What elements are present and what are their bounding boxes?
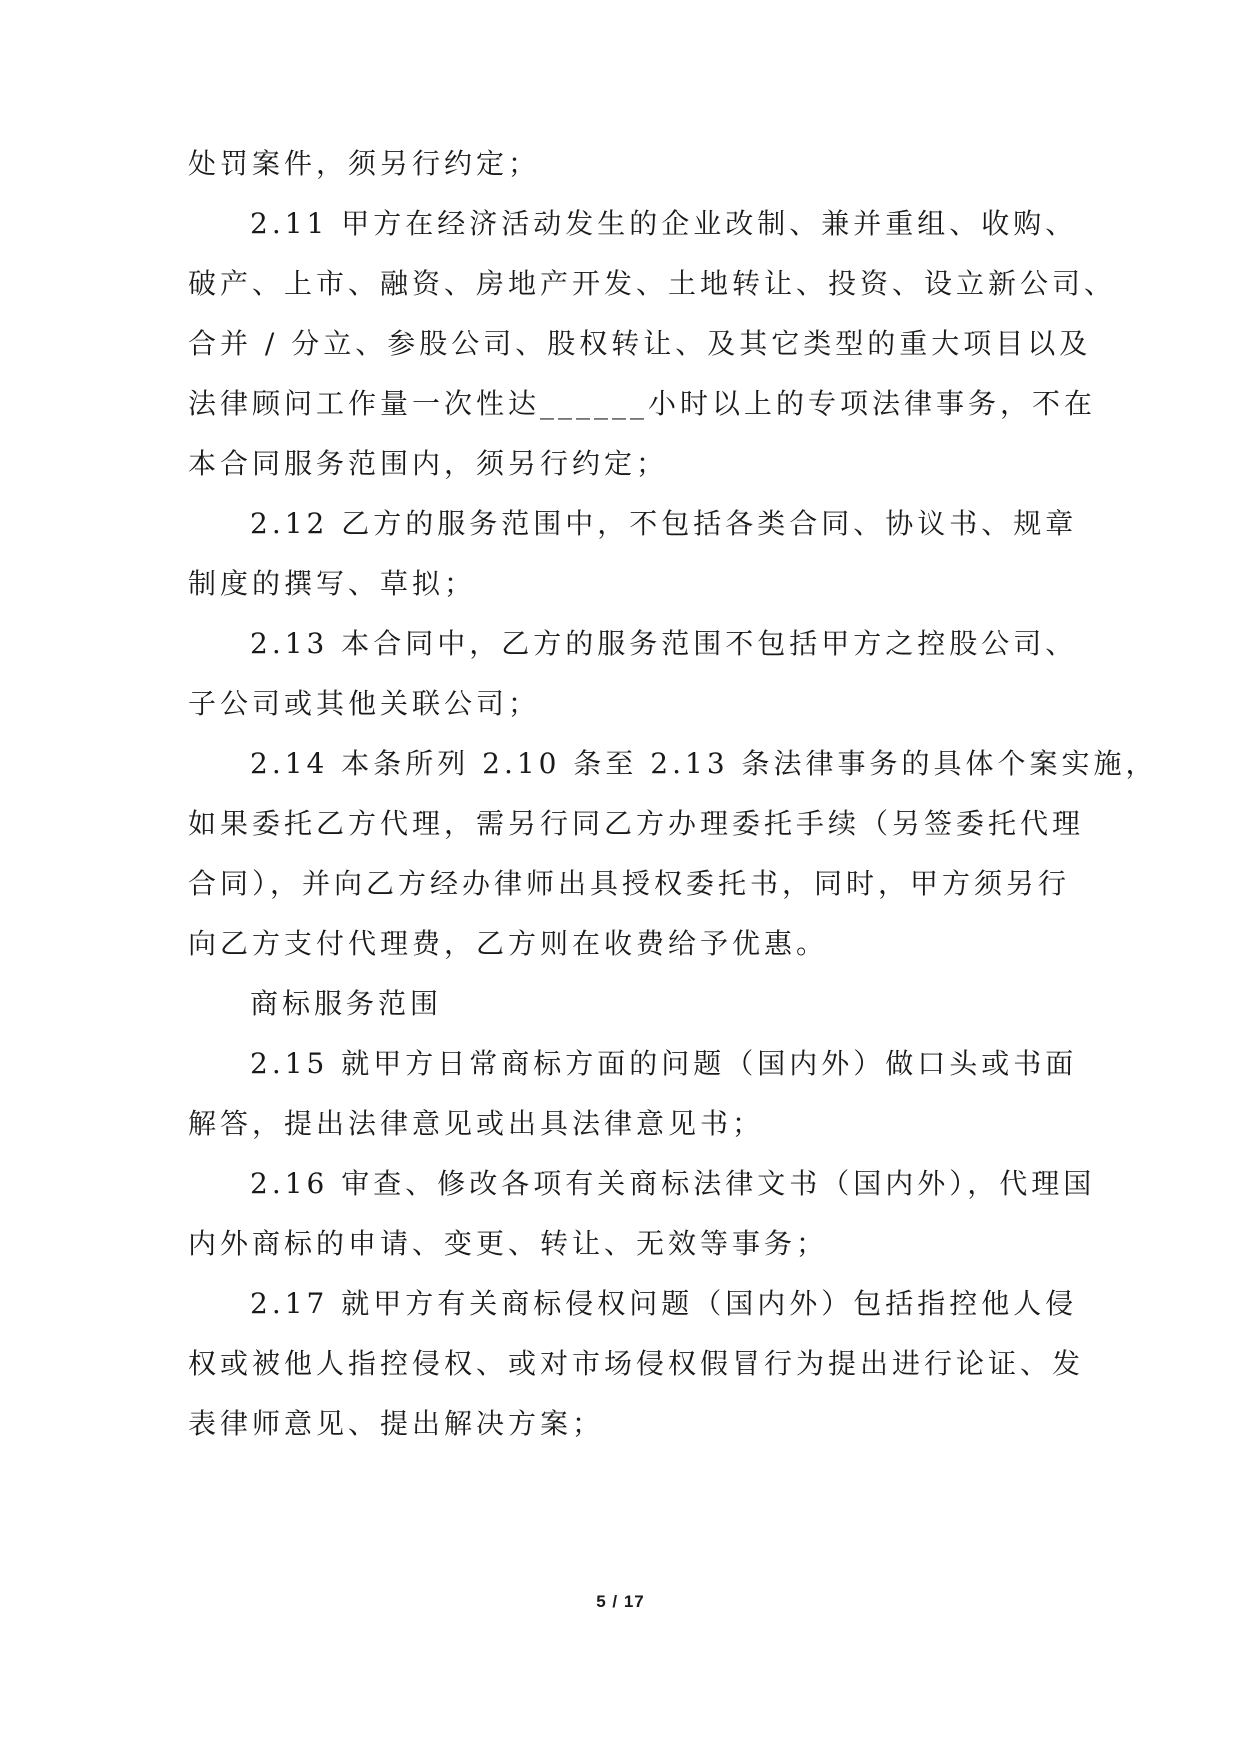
clause-2-17: 2.17 就甲方有关商标侵权问题（国内外）包括指控他人侵 (250, 1287, 1078, 1320)
text-line: 内外商标的申请、变更、转让、无效等事务； (188, 1227, 829, 1260)
section-heading: 商标服务范围 (250, 987, 443, 1020)
text-line: 权或被他人指控侵权、或对市场侵权假冒行为提出进行论证、发 (188, 1347, 1085, 1380)
clause-2-13: 2.13 本合同中，乙方的服务范围不包括甲方之控股公司、 (250, 627, 1078, 660)
text-line: 破产、上市、融资、房地产开发、土地转让、投资、设立新公司、 (188, 267, 1117, 300)
text-line: 本合同服务范围内，须另行约定； (188, 447, 669, 480)
text-line: 如果委托乙方代理，需另行同乙方办理委托手续（另签委托代理 (188, 807, 1085, 840)
clause-2-14: 2.14 本条所列 2.10 条至 2.13 条法律事务的具体个案实施， (250, 747, 1158, 780)
clause-2-11: 2.11 甲方在经济活动发生的企业改制、兼并重组、收购、 (250, 207, 1078, 240)
text-line: 合并 / 分立、参股公司、股权转让、及其它类型的重大项目以及 (188, 327, 1092, 360)
text-line: 向乙方支付代理费，乙方则在收费给予优惠。 (188, 927, 829, 960)
clause-2-16: 2.16 审查、修改各项有关商标法律文书（国内外），代理国 (250, 1167, 1096, 1200)
text-line: 解答，提出法律意见或出具法律意见书； (188, 1107, 765, 1140)
clause-2-12: 2.12 乙方的服务范围中，不包括各类合同、协议书、规章 (250, 507, 1078, 540)
text-line: 表律师意见、提出解决方案； (188, 1407, 605, 1440)
text-line: 合同），并向乙方经办律师出具授权委托书，同时，甲方须另行 (188, 867, 1071, 900)
text-line: 制度的撰写、草拟； (188, 567, 477, 600)
text-line: 处罚案件，须另行约定； (188, 147, 541, 180)
page-number: 5 / 17 (596, 1592, 645, 1611)
text-line: 法律顾问工作量一次性达______小时以上的专项法律事务，不在 (188, 387, 1097, 420)
clause-2-15: 2.15 就甲方日常商标方面的问题（国内外）做口头或书面 (250, 1047, 1078, 1080)
text-line: 子公司或其他关联公司； (188, 687, 541, 720)
